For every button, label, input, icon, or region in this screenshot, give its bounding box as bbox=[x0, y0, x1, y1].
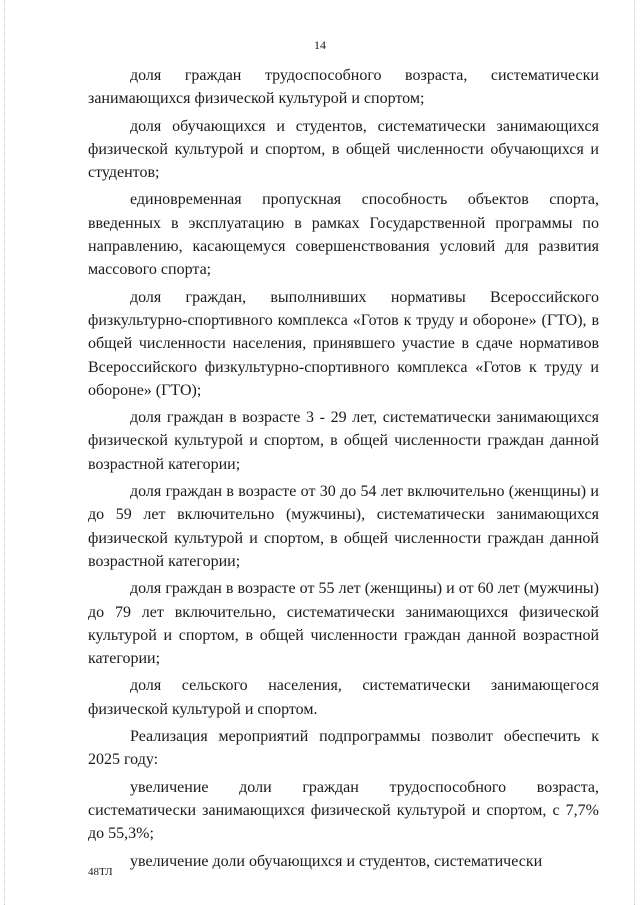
paragraph-indicator-students: доля обучающихся и студентов, систематически занимающихся физической культурой и спортом, в общей численности обучающихся и студентов; bbox=[88, 117, 599, 182]
paragraph-indicator-age-3-29: доля граждан в возрасте 3 - 29 лет, систематически занимающихся физической культурой и спортом, в общей численности граждан данной возрастной категории; bbox=[88, 409, 599, 473]
footer-document-code: 48ТЛ bbox=[88, 866, 113, 878]
paragraph-indicator-working-age: доля граждан трудоспособного возраста, систематически занимающихся физической культурой и спортом; bbox=[88, 67, 599, 108]
paragraph-outcome-working-age: увеличение доли граждан трудоспособного возраста, систематически занимающихся физической культурой и спортом, с 7,7% до 55,3%; bbox=[88, 778, 599, 843]
paragraph-indicator-age-30-54: доля граждан в возрасте от 30 до 54 лет включительно (женщины) и до 59 лет включительно (мужчины), систематически занимающихся физической культурой и спортом, в общей численности граждан данной возрастной категории; bbox=[88, 483, 599, 570]
scan-edge-right bbox=[634, 0, 636, 905]
scan-edge-left bbox=[4, 0, 6, 905]
paragraph-indicator-gto: доля граждан, выполнивших нормативы Всероссийского физкультурно-спортивного комплекса «Готов к труду и обороне» (ГТО), в общей численности населения, принявшего участие в сдаче нормативов Всероссийского физкультурно-спортивного комплекса «Готов к труду и обороне» (ГТО); bbox=[88, 288, 599, 399]
paragraph-outcomes-intro: Реализация мероприятий подпрограммы позволит обеспечить к 2025 году: bbox=[88, 728, 599, 769]
body-text bbox=[88, 64, 599, 877]
paragraph-indicator-capacity: единовременная пропускная способность объектов спорта, введенных в эксплуатацию в рамках Государственной программы по направлению, касающемуся совершенствования условий для развития массового спорта; bbox=[88, 191, 599, 279]
paragraph-indicator-rural: доля сельского населения, систематически занимающегося физической культурой и спортом. bbox=[88, 677, 599, 718]
paragraph-indicator-age-55-79: доля граждан в возрасте от 55 лет (женщины) и от 60 лет (мужчины) до 79 лет включительно, систематически занимающихся физической культурой и спортом, в общей численности граждан данной возрастной категории; bbox=[88, 580, 599, 668]
paragraph-outcome-students: увеличение доли обучающихся и студентов, систематически bbox=[130, 852, 543, 870]
page-number: 14 bbox=[314, 38, 326, 52]
